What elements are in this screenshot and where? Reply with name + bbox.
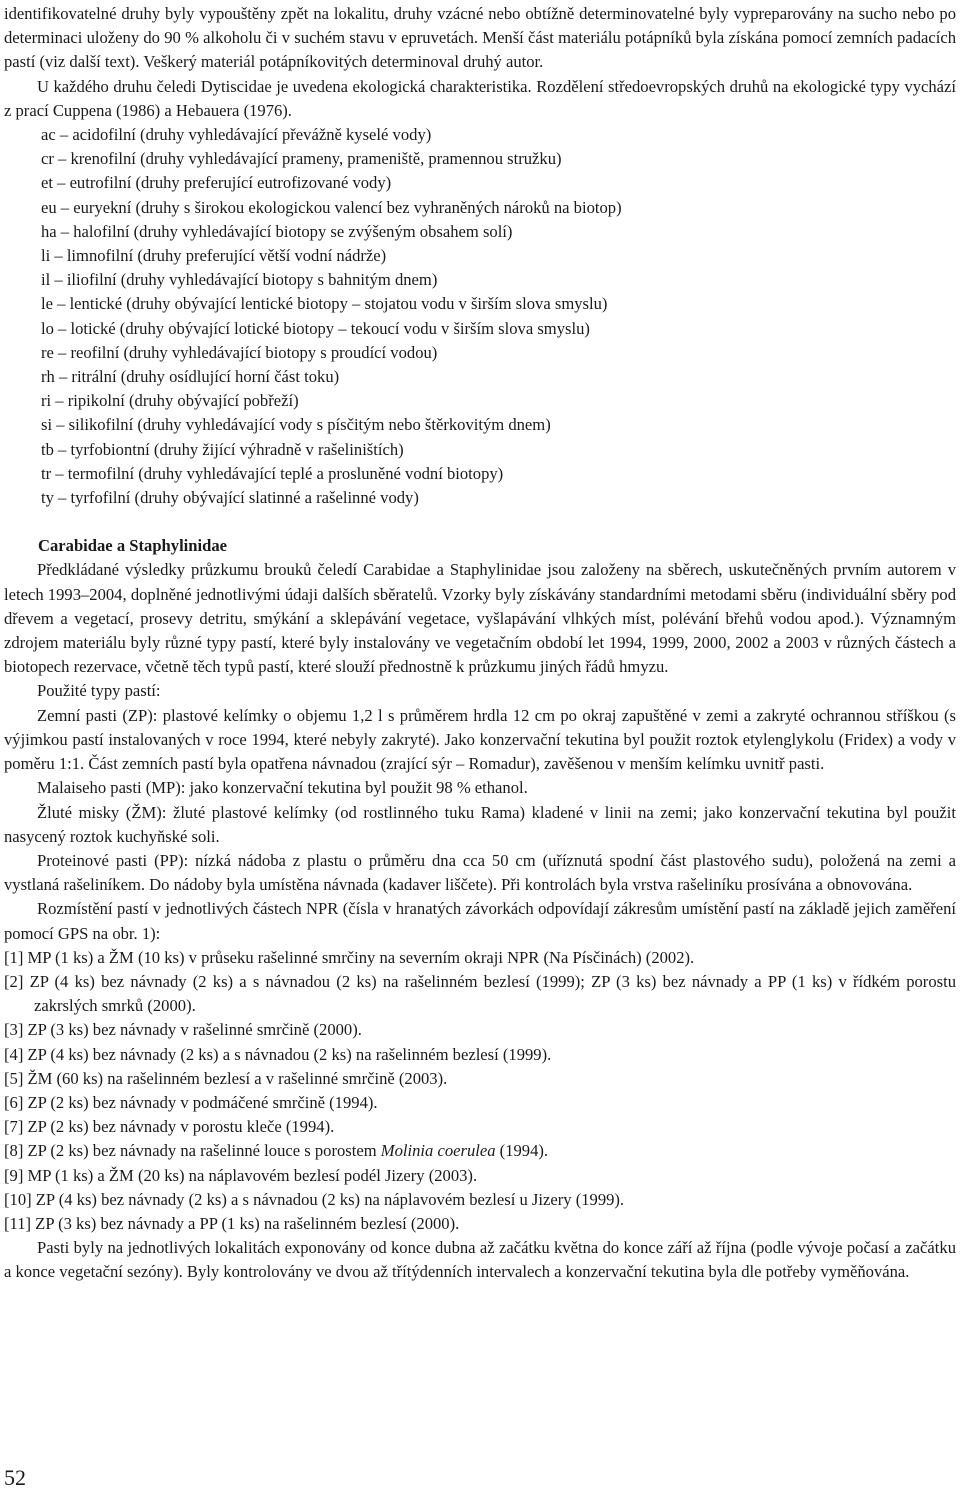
trap-types-intro: Použité typy pastí: [37,681,161,701]
trap-location-item: [7] ZP (2 ks) bez návnady v porostu kleče (1994). [4,1117,335,1137]
trap-description-zp: Zemní pasti (ZP): plastové kelímky o objemu 1,2 l s průměrem hrdla 12 cm po okraj zapuštěné v zemi a zakryté ochrannou stříškou (s výjimkou pastí instalovaných v roce 1994, které nebyly zakryté). Jako konzervační tekutina byl použit roztok etylenglykolu (Fridex) a vody v poměru 1:1. Část zemních pastí byla opatřena návnadou (zrající sýr – Romadur), zavěšenou v menším kelímku uvnitř pasti. [4,705,956,774]
ecological-type-item: ha – halofilní (druhy vyhledávající biotopy se zvýšeným obsahem solí) [41,221,513,241]
trap-locations-list [4,946,956,1236]
section-paragraph: Předkládané výsledky průzkumu brouků čeledí Carabidae a Staphylinidae jsou založeny na sběrech, uskutečněných prvním autorem v letech 1993–2004, doplněné jednotlivými údaji dalších sběratelů. Vzorky byly získávány standardními metodami sběru (individuální sběry pod dřevem a vegetací, prosevy detritu, smýkání a sklepávání vegetace, vyšlapávání vlhkých míst, polévání břehů vodou apod.). Významným zdrojem materiálu byly různé typy pastí, které byly instalovány ve vegetačním období let 1994, 1999, 2000, 2002 a 2003 v různých částech a biotopech rezervace, včetně těch typů pastí, které slouží přednostně k průzkumu jiných řádů hmyzu. [4,560,956,677]
ecological-type-item: li – limnofilní (druhy preferující větší vodní nádrže) [41,246,387,266]
trap-location-item: [11] ZP (3 ks) bez návnady a PP (1 ks) na rašelinném bezlesí (2000). [4,1213,460,1233]
ecological-types-list [4,123,956,510]
trap-location-item: [9] MP (1 ks) a ŽM (20 ks) na náplavovém bezlesí podél Jizery (2003). [4,1165,478,1185]
ecological-type-item: ri – ripikolní (druhy obývající pobřeží) [41,391,299,411]
trap-location-item: [1] MP (1 ks) a ŽM (10 ks) v průseku rašelinné smrčiny na severním okraji NPR (Na Písčinách) (2002). [4,947,695,967]
trap-location-item: [6] ZP (2 ks) bez návnady v podmáčené smrčině (1994). [4,1092,378,1112]
trap-location-item: [2] ZP (4 ks) bez návnady (2 ks) a s návnadou (2 ks) na rašelinném bezlesí (1999); ZP (3 ks) bez návnady a PP (1 ks) v řídkém porostu zakrslých smrků (2000). [4,971,956,1016]
trap-location-item: [5] ŽM (60 ks) na rašelinném bezlesí a v rašelinné smrčině (2003). [4,1068,448,1088]
ecological-type-item: lo – lotické (druhy obývající lotické biotopy – tekoucí vodu v širším slova smyslu) [41,318,590,338]
closing-paragraph: Pasti byly na jednotlivých lokalitách exponovány od konce dubna až začátku května do konce září až října (podle vývoje počasí a začátku a konce vegetační sezóny). Byly kontrolovány ve dvou až třítýdenních intervalech a konzervační tekutina byla dle potřeby vyměňována. [4,1238,956,1282]
section-heading: Carabidae a Staphylinidae [38,536,228,556]
ecological-type-item: tb – tyrfobiontní (druhy žijící výhradně v rašeliništích) [41,439,404,459]
ecological-type-item: tr – termofilní (druhy vyhledávající teplé a prosluněné vodní biotopy) [41,463,504,483]
ecological-type-item: rh – ritrální (druhy osídlující horní část toku) [41,367,340,387]
ecological-type-item: le – lentické (druhy obývající lentické biotopy – stojatou vodu v širším slova smyslu) [41,294,608,314]
ecological-type-item: cr – krenofilní (druhy vyhledávající prameny, prameniště, pramennou stružku) [41,149,562,169]
trap-description-pp: Proteinové pasti (PP): nízká nádoba z plastu o průměru dna cca 50 cm (uříznutá spodní část plastového sudu), položená na zemi a vystlaná rašeliníkem. Do nádoby byla umístěna návnada (kadaver liščete). Při kontrolách byla vrstva rašeliníku prosívána a obnovována. [4,850,956,895]
trap-placement-intro: Rozmístění pastí v jednotlivých částech NPR (čísla v hranatých závorkách odpovídají zákresům umístění pastí na základě jejich zaměření pomocí GPS na obr. 1): [4,899,956,943]
document-page [4,2,956,1285]
ecological-type-item: eu – euryekní (druhy s širokou ekologickou valencí bez vyhraněných nároků na biotop) [41,197,622,217]
ecological-type-item: il – iliofilní (druhy vyhledávající biotopy s bahnitým dnem) [41,270,438,290]
ecology-paragraph: U každého druhu čeledi Dytiscidae je uvedena ekologická charakteristika. Rozdělení středoevropských druhů na ekologické typy vychází z prací Cuppena (1986) a Hebauera (1976). [4,76,956,120]
trap-description-zm: Žluté misky (ŽM): žluté plastové kelímky (od rostlinného tuku Rama) kladené v linii na zemi; jako konzervační tekutina byl použit nasycený roztok kuchyňské soli. [4,802,956,846]
page-number: 52 [4,1465,26,1490]
ecological-type-item: et – eutrofilní (druhy preferující eutrofizované vody) [41,173,392,193]
location-text: [8] ZP (2 ks) bez návnady na rašelinné louce s porostem [4,1141,381,1161]
intro-paragraph: identifikovatelné druhy byly vypouštěny zpět na lokalitu, druhy vzácné nebo obtížně determinovatelné byly vypreparovány na sucho nebo po determinaci uloženy do 90 % alkoholu či v suchém stavu v epruvetách. Menší část materiálu potápníků byla získána pomocí zemních padacích pastí (viz další text). Veškerý materiál potápníkovitých determinoval druhý autor. [4,4,956,72]
trap-location-item: [4] ZP (4 ks) bez návnady (2 ks) a s návnadou (2 ks) na rašelinném bezlesí (1999). [4,1044,552,1064]
trap-location-item [4,1139,956,1163]
trap-description-mp: Malaiseho pasti (MP): jako konzervační tekutina byl použit 98 % ethanol. [37,778,528,798]
ecological-type-item: ac – acidofilní (druhy vyhledávající převážně kyselé vody) [41,125,432,145]
ecological-type-item: si – silikofilní (druhy vyhledávající vody s písčitým nebo štěrkovitým dnem) [41,415,551,435]
trap-location-item: [3] ZP (3 ks) bez návnady v rašelinné smrčině (2000). [4,1020,362,1040]
trap-location-item: [10] ZP (4 ks) bez návnady (2 ks) a s návnadou (2 ks) na náplavovém bezlesí u Jizery (1999). [4,1189,625,1209]
species-name: Molinia coerulea [380,1141,496,1161]
location-text: (1994). [495,1141,549,1161]
ecological-type-item: ty – tyrfofilní (druhy obývající slatinné a rašelinné vody) [41,488,419,508]
ecological-type-item: re – reofilní (druhy vyhledávající biotopy s proudící vodou) [41,342,438,362]
